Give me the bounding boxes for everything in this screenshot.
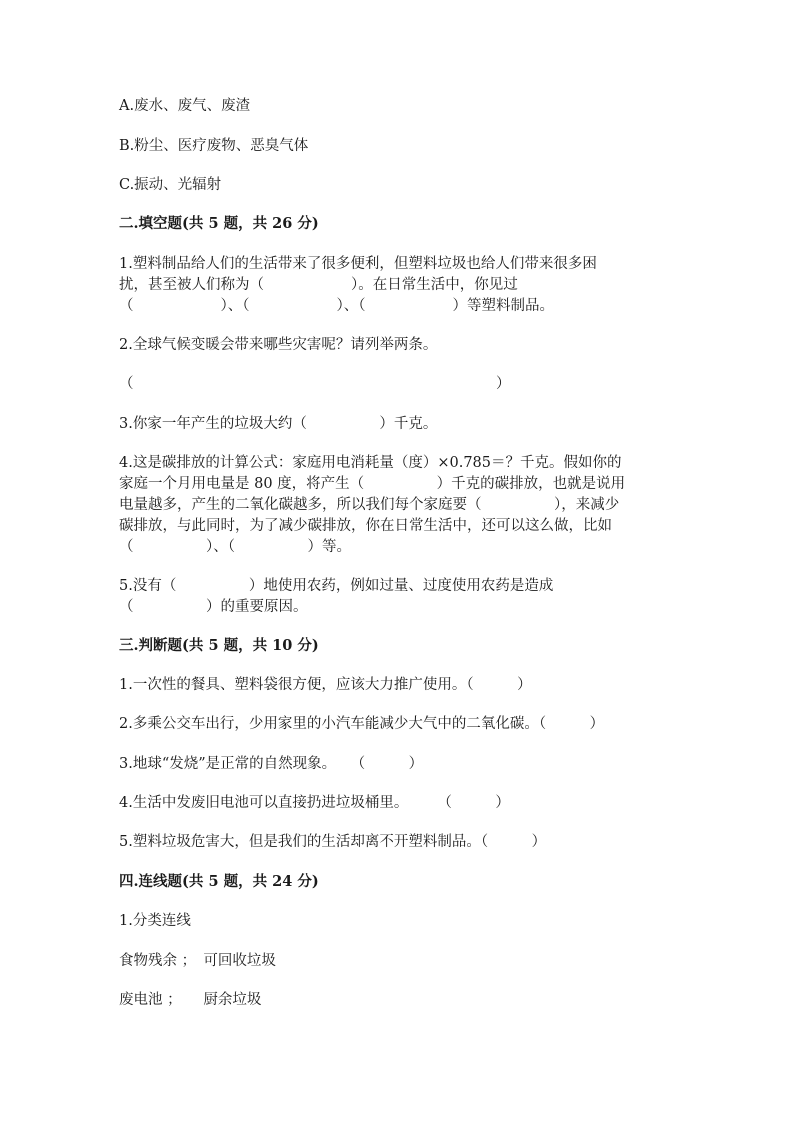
- section3-heading: 三.判断题(共 5 题，共 10 分): [119, 637, 319, 654]
- s3-q4: 4.生活中发废旧电池可以直接扔进垃圾桶里。 （ ）: [119, 795, 510, 811]
- s2-q4-line5: （ ）、（ ）等。: [119, 539, 351, 555]
- s2-q2-answer-blank: （ ）: [119, 376, 511, 392]
- s2-q2-line1: 2.全球气候变暖会带来哪些灾害呢？请列举两条。: [119, 337, 438, 353]
- s3-q2: 2.多乘公交车出行，少用家里的小汽车能减少大气中的二氧化碳。（ ）: [119, 716, 605, 732]
- section2-heading: 二.填空题(共 5 题，共 26 分): [119, 215, 319, 232]
- s2-q4-line2: 家庭一个月用电量是 80 度，将产生（ ）千克的碳排放，也就是说用: [119, 476, 626, 492]
- s2-q4-line4: 碳排放，与此同时，为了减少碳排放，你在日常生活中，还可以这么做，比如: [119, 518, 612, 534]
- s2-q3-line1: 3.你家一年产生的垃圾大约（ ）千克。: [119, 416, 438, 432]
- option-c: C.振动、光辐射: [119, 177, 222, 193]
- s2-q1-line3: （ ）、（ ）、（ ）等塑料制品。: [119, 298, 554, 314]
- option-b: B.粉尘、医疗废物、恶臭气体: [119, 138, 309, 154]
- s4-match-row-1: 食物残余 ； 可回收垃圾: [119, 953, 276, 969]
- s4-q1-title: 1.分类连线: [119, 913, 191, 929]
- option-a: A.废水、废气、废渣: [119, 98, 251, 114]
- s3-q3: 3.地球“发烧”是正常的自然现象。 （ ）: [119, 756, 424, 772]
- s2-q5-line2: （ ）的重要原因。: [119, 599, 308, 615]
- s2-q5-line1: 5.没有（ ）地使用农药，例如过量、过度使用农药是造成: [119, 578, 554, 594]
- s2-q1-line1: 1.塑料制品给人们的生活带来了很多便利，但塑料垃圾也给人们带来很多困: [119, 256, 597, 272]
- s2-q1-line2: 扰，甚至被人们称为（ ）。在日常生活中，你见过: [119, 277, 518, 293]
- s3-q5: 5.塑料垃圾危害大，但是我们的生活却离不开塑料制品。（ ）: [119, 834, 547, 850]
- s2-q4-line3: 电量越多，产生的二氧化碳越多，所以我们每个家庭要（ ），来减少: [119, 497, 620, 513]
- section4-heading: 四.连线题(共 5 题，共 24 分): [119, 873, 319, 890]
- s2-q4-line1: 4.这是碳排放的计算公式：家庭用电消耗量（度）×0.785＝？千克。假如你的: [119, 455, 622, 471]
- s4-match-row-2: 废电池 ； 厨余垃圾: [119, 992, 262, 1008]
- s3-q1: 1.一次性的餐具、塑料袋很方便，应该大力推广使用。（ ）: [119, 677, 532, 693]
